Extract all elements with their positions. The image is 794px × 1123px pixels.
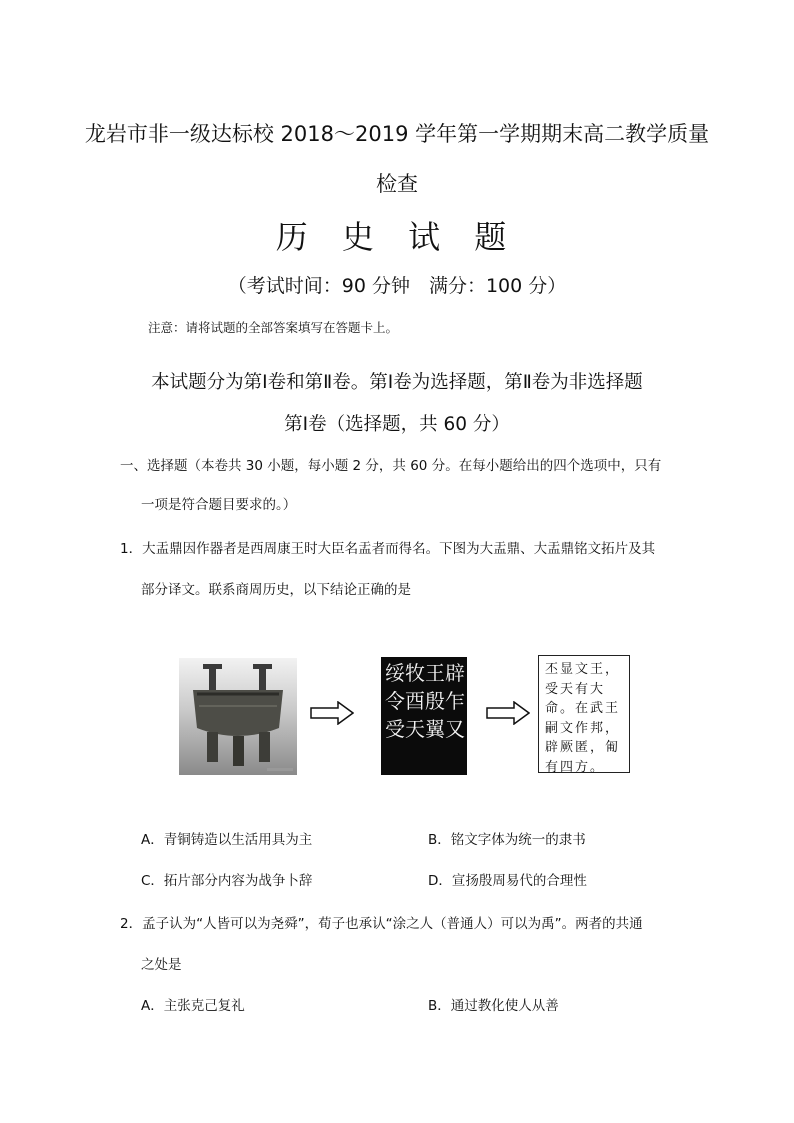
exam-info: （考试时间：90 分钟 满分：100 分）	[227, 275, 567, 297]
rubbing-glyph: 天	[405, 717, 425, 741]
q2-option-b: B．通过教化使人从善	[428, 998, 559, 1014]
translation-line: 有四方。	[545, 759, 606, 775]
q1-stem-line1: 1．大盂鼎因作器者是西周康王时大臣名盂者而得名。下图为大盂鼎、大盂鼎铭文拓片及其	[120, 541, 656, 557]
rubbing-glyph: 辟	[445, 661, 465, 685]
rubbing-glyph: 王	[425, 661, 445, 685]
q1-option-b: B．铭文字体为统一的隶书	[428, 832, 586, 848]
rubbing-glyph: 翼	[425, 717, 445, 741]
exam-title-line2: 检查	[376, 172, 418, 196]
translation-line: 丕显文王，	[545, 662, 621, 677]
translation-line: 受天有大	[545, 681, 606, 697]
translation-line: 嗣文作邦，	[545, 720, 621, 736]
answer-note: 注意：请将试题的全部答案填写在答题卡上。	[148, 320, 399, 335]
q1-option-a: A．青铜铸造以生活用具为主	[141, 832, 313, 848]
q1-option-d: D．宣扬殷周易代的合理性	[428, 873, 587, 889]
arrow-right-icon	[486, 701, 530, 725]
inscription-rubbing	[381, 657, 467, 775]
q2-option-a: A．主张克己复礼	[141, 998, 245, 1014]
section1-instructions-line2: 一项是符合题目要求的。）	[141, 497, 297, 513]
paper-intro: 本试题分为第Ⅰ卷和第Ⅱ卷。第Ⅰ卷为选择题，第Ⅱ卷为非选择题	[151, 372, 643, 393]
subject-title: 历 史 试 题	[275, 218, 519, 256]
arrow-right-icon	[310, 701, 354, 725]
q2-stem-line2: 之处是	[141, 957, 182, 973]
section1-instructions-line1: 一、选择题（本卷共 30 小题，每小题 2 分，共 60 分。在每小题给出的四个选项中，只有	[120, 458, 662, 474]
rubbing-glyph: 殷	[425, 689, 445, 713]
q1-option-c: C．拓片部分内容为战争卜辞	[141, 873, 313, 889]
rubbing-glyph: 乍	[445, 689, 465, 713]
rubbing-glyph: 又	[445, 717, 465, 741]
q1-figure	[176, 655, 636, 777]
exam-title-line1: 龙岩市非一级达标校 2018～2019 学年第一学期期末高二教学质量	[84, 122, 710, 146]
bronze-ding-photo	[179, 658, 297, 775]
rubbing-glyph: 牧	[405, 661, 425, 685]
translation-box	[538, 655, 630, 773]
part1-heading: 第Ⅰ卷（选择题，共 60 分）	[284, 414, 510, 435]
rubbing-glyph: 绥	[385, 661, 405, 685]
rubbing-glyph: 受	[385, 717, 405, 741]
rubbing-glyph: 令	[385, 689, 405, 713]
translation-line: 辟厥匿，匍	[545, 740, 621, 755]
translation-line: 命。在武王	[545, 701, 621, 716]
q2-stem-line1: 2．孟子认为“人皆可以为尧舜”，荀子也承认“涂之人（普通人）可以为禹”。两者的共通	[120, 916, 643, 932]
q1-stem-line2: 部分译文。联系商周历史，以下结论正确的是	[141, 582, 411, 598]
rubbing-glyph: 酉	[405, 689, 425, 713]
